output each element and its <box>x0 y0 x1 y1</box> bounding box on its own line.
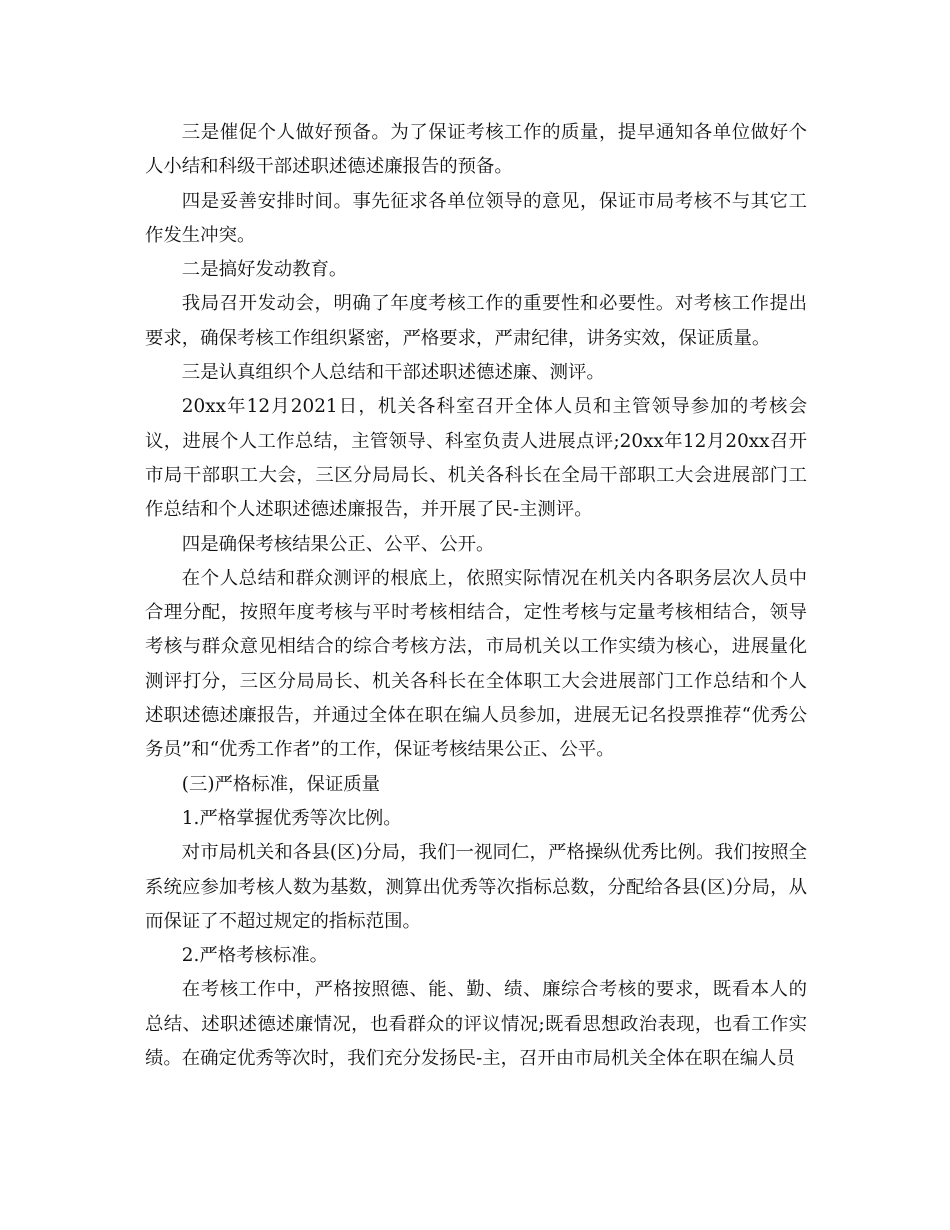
subsection-heading-1: 1.严格掌握优秀等次比例。 <box>181 807 402 829</box>
paragraph-2: 四是妥善安排时间。事先征求各单位领导的意见，保证市局考核不与其它工作发生冲突。 <box>145 190 807 246</box>
paragraph-1: 三是催促个人做好预备。为了保证考核工作的质量，提早通知各单位做好个人小结和科级干部述职述德述廉报告的预备。 <box>145 122 807 178</box>
document-body <box>145 116 807 1076</box>
paragraph-8: 在个人总结和群众测评的根底上，依照实际情况在机关内各职务层次人员中合理分配，按照年度考核与平时考核相结合，定性考核与定量考核相结合，领导考核与群众意见相结合的综合考核方法，市局机关以工作实绩为核心，进展量化测评打分，三区分局局长、机关各科长在全体职工大会进展部门工作总结和个人述职述德述廉报告，并通过全体在职在编人员参加，进展无记名投票推荐“优秀公务员”和“优秀工作者”的工作，保证考核结果公正、公平。 <box>145 567 807 761</box>
paragraph-10: 在考核工作中，严格按照德、能、勤、绩、廉综合考核的要求，既看本人的总结、述职述德述廉情况，也看群众的评议情况;既看思想政治表现，也看工作实绩。在确定优秀等次时，我们充分发扬民-主，召开由市局机关全体在职在编人员 <box>145 979 807 1070</box>
paragraph-5: 三是认真组织个人总结和干部述职述德述廉、测评。 <box>181 362 605 384</box>
subsection-heading-2: 2.严格考核标准。 <box>181 945 329 967</box>
section-heading: (三)严格标准，保证质量 <box>181 773 381 795</box>
paragraph-3: 二是搞好发动教育。 <box>181 259 348 281</box>
paragraph-7: 四是确保考核结果公正、公平、公开。 <box>181 533 495 555</box>
paragraph-6: 20xx年12月2021日，机关各科室召开全体人员和主管领导参加的考核会议，进展个人工作总结，主管领导、科室负责人进展点评;20xx年12月20xx召开市局干部职工大会，三区分局局长、机关各科长在全局干部职工大会进展部门工作总结和个人述职述德述廉报告，并开展了民-主测评。 <box>145 396 807 521</box>
paragraph-4: 我局召开发动会，明确了年度考核工作的重要性和必要性。对考核工作提出要求，确保考核工作组织紧密，严格要求，严肃纪律，讲务实效，保证质量。 <box>145 293 807 349</box>
paragraph-9: 对市局机关和各县(区)分局，我们一视同仁，严格操纵优秀比例。我们按照全系统应参加考核人数为基数，测算出优秀等次指标总数，分配给各县(区)分局，从而保证了不超过规定的指标范围。 <box>145 842 807 932</box>
